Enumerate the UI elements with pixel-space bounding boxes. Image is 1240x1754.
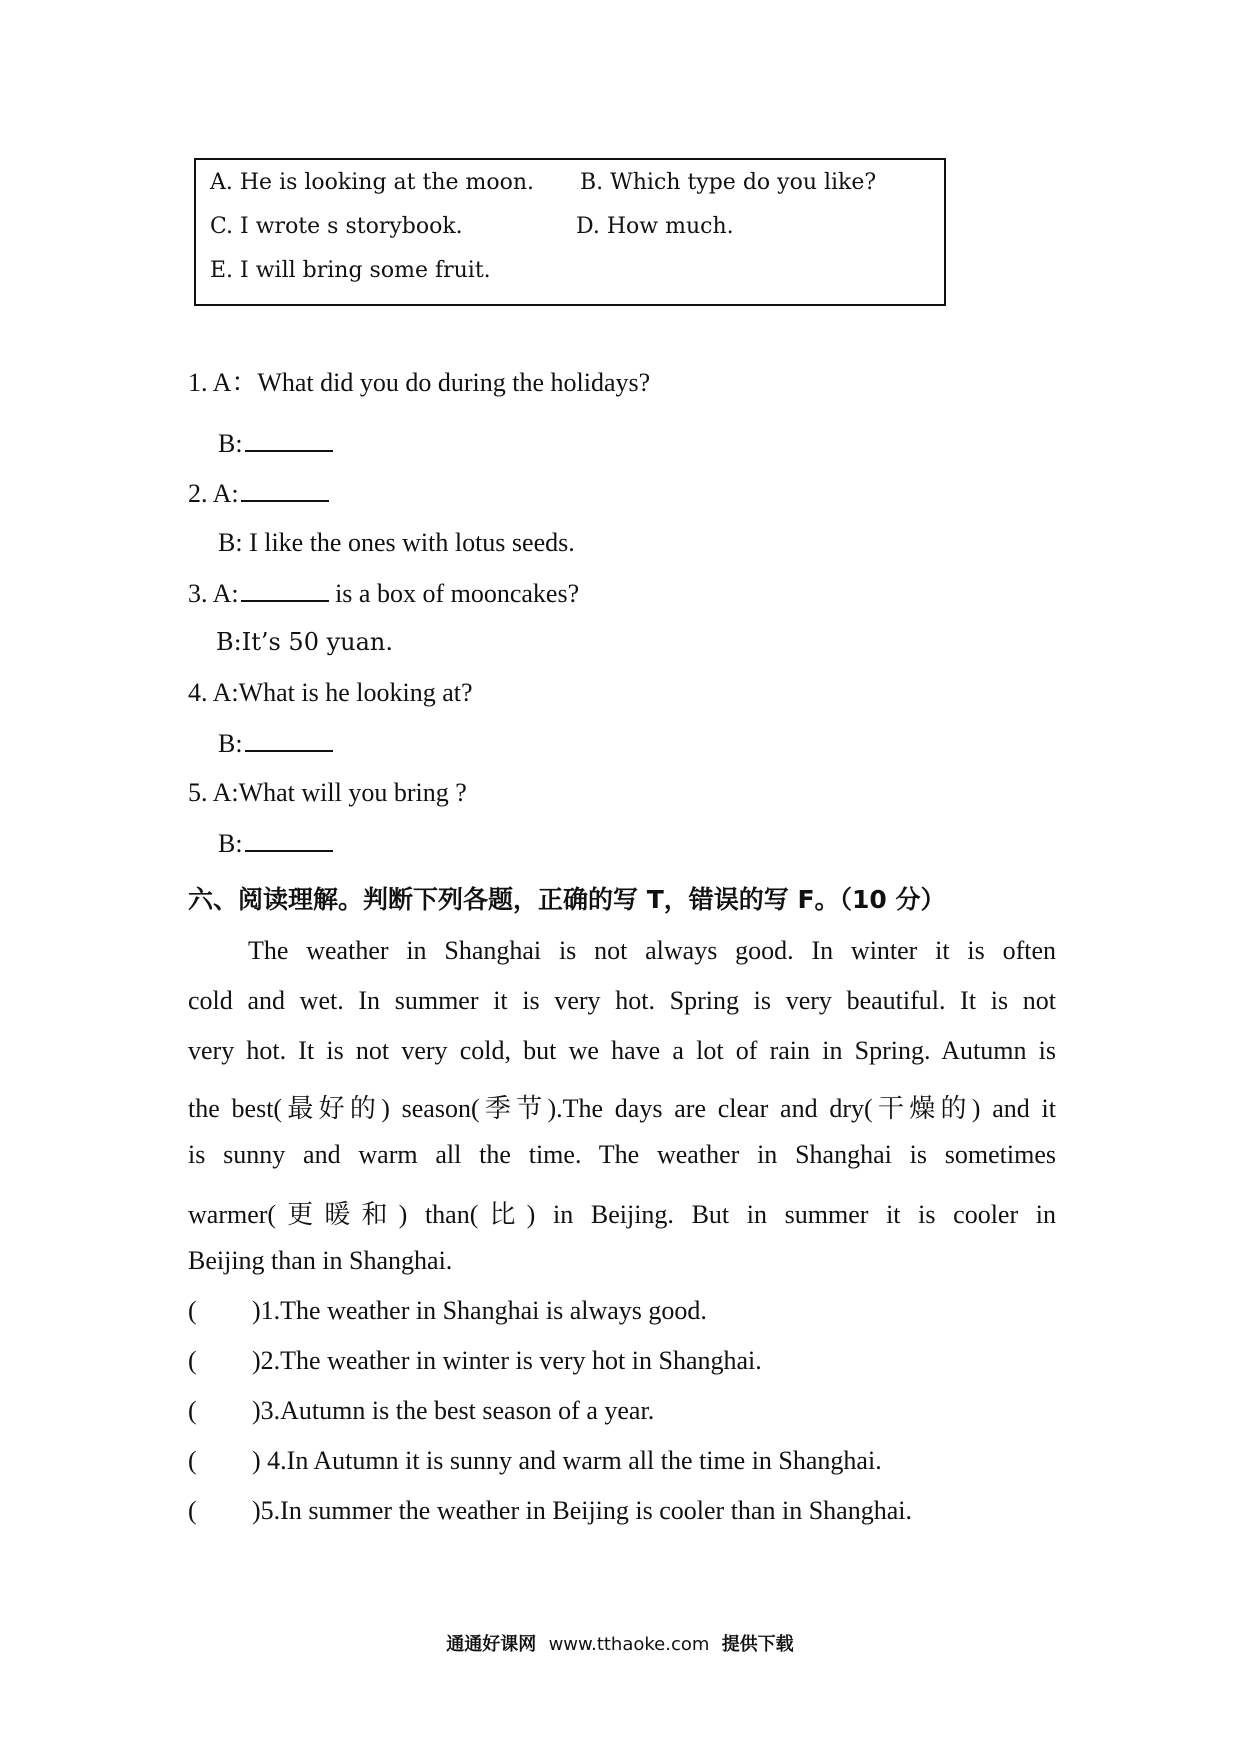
- options-box: [194, 158, 946, 306]
- dialogue-5-question: 5. A:What will you bring ?: [188, 778, 467, 807]
- dialogue-5-answer: [218, 828, 333, 859]
- answer-paren[interactable]: (: [188, 1396, 197, 1425]
- dialogue-3-question-prefix: 3. A:: [188, 579, 239, 608]
- answer-blank[interactable]: [245, 828, 333, 852]
- dialogue-4-answer-label: B:: [218, 729, 243, 758]
- statement-2: [188, 1346, 762, 1376]
- footer: [0, 1630, 1240, 1656]
- dialogue-2-question-label: 2. A:: [188, 479, 239, 508]
- passage-line: warmer(更暖和) than(比) in Beijing. But in summer it is cooler in: [188, 1200, 1056, 1229]
- statement-4: [188, 1446, 882, 1476]
- dialogue-3-question: [188, 578, 579, 609]
- dialogue-1-answer: [218, 428, 333, 459]
- dialogue-4-question: 4. A:What is he looking at?: [188, 678, 473, 707]
- dialogue-1-question: 1. A：What did you do during the holidays?: [188, 368, 651, 397]
- option-c: C. I wrote s storybook.: [210, 214, 463, 239]
- option-d: D. How much.: [576, 214, 734, 239]
- statement-text: ) 4.In Autumn it is sunny and warm all the time in Shanghai.: [252, 1446, 882, 1475]
- dialogue-4-answer: [218, 728, 333, 759]
- footer-suffix: 提供下载: [721, 1634, 794, 1655]
- dialogue-2-question: [188, 478, 329, 509]
- dialogue-5-answer-label: B:: [218, 829, 243, 858]
- option-e: E. I will bring some fruit.: [210, 258, 491, 283]
- answer-blank[interactable]: [241, 478, 329, 502]
- answer-paren[interactable]: (: [188, 1346, 197, 1375]
- answer-paren[interactable]: (: [188, 1296, 197, 1325]
- passage-line: the best(最好的) season(季节).The days are clear and dry(干燥的) and it: [188, 1094, 1056, 1123]
- dialogue-2-answer: B: I like the ones with lotus seeds.: [218, 528, 575, 557]
- statement-text: )2.The weather in winter is very hot in Shanghai.: [252, 1346, 762, 1375]
- passage-line: cold and wet. In summer it is very hot. Spring is very beautiful. It is not: [188, 986, 1056, 1015]
- answer-blank[interactable]: [241, 578, 329, 602]
- passage-line: is sunny and warm all the time. The weather in Shanghai is sometimes: [188, 1140, 1056, 1169]
- answer-paren[interactable]: (: [188, 1446, 197, 1475]
- answer-blank[interactable]: [245, 428, 333, 452]
- statement-text: )5.In summer the weather in Beijing is cooler than in Shanghai.: [252, 1496, 912, 1525]
- statement-text: )3.Autumn is the best season of a year.: [252, 1396, 655, 1425]
- passage-line: very hot. It is not very cold, but we have a lot of rain in Spring. Autumn is: [188, 1036, 1056, 1065]
- dialogue-3-answer: B:It’s 50 yuan.: [216, 628, 393, 656]
- passage-line: The weather in Shanghai is not always good. In winter it is often: [248, 936, 1056, 965]
- dialogue-1-answer-label: B:: [218, 429, 243, 458]
- dialogue-3-question-suffix: is a box of mooncakes?: [328, 579, 580, 608]
- footer-site-name: 通通好课网: [446, 1634, 537, 1655]
- section-heading: 六、阅读理解。判断下列各题，正确的写 T，错误的写 F。（10 分）: [188, 885, 946, 914]
- statement-5: [188, 1496, 912, 1526]
- answer-blank[interactable]: [245, 728, 333, 752]
- statement-text: )1.The weather in Shanghai is always good.: [252, 1296, 707, 1325]
- answer-paren[interactable]: (: [188, 1496, 197, 1525]
- footer-url[interactable]: www.tthaoke.com: [548, 1634, 710, 1655]
- passage-line: Beijing than in Shanghai.: [188, 1246, 453, 1275]
- statement-1: [188, 1296, 707, 1326]
- option-a: A. He is looking at the moon.: [210, 170, 535, 195]
- statement-3: [188, 1396, 654, 1426]
- option-b: B. Which type do you like?: [580, 170, 877, 195]
